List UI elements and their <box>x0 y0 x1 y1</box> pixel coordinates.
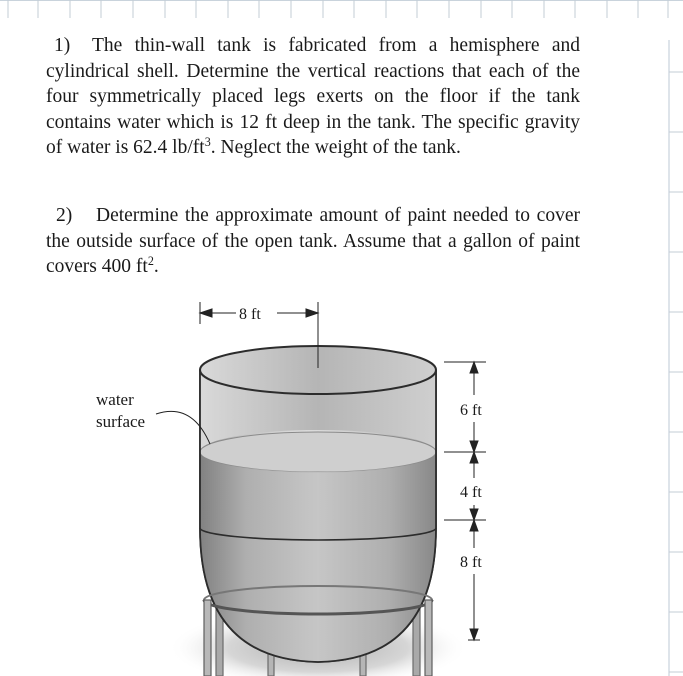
problem-2-text: Determine the approximate amount of paint needed to cover the outside surface of the open tank. Assume that a gallon of paint covers 400 ft <box>46 205 580 277</box>
dim-label-middle: 4 ft <box>460 484 482 501</box>
water-label-line1: water <box>96 390 134 409</box>
problem-2-number: 2) <box>56 205 73 226</box>
problem-1-text: The thin-wall tank is fabricated from a hemisphere and cylindrical shell. Determine the vertical reactions that each of the four symmetrically placed legs exerts on the floor if the tank contains water which is 12 ft deep in the tank. The specific gravity of water is 62.4 lb/ft <box>46 35 580 158</box>
problem-1-text-end: . Neglect the weight of the tank. <box>210 137 461 158</box>
problem-1-exponent: 3 <box>204 134 211 149</box>
problem-2-exponent: 2 <box>147 253 154 268</box>
water-label-line2: surface <box>96 412 146 431</box>
water-surface <box>200 432 436 472</box>
problem-1-number: 1) <box>54 35 71 56</box>
problem-2-text-end: . <box>153 256 159 277</box>
water-body <box>200 452 436 662</box>
dim-label-bottom: 8 ft <box>460 554 482 571</box>
dim-label-top: 6 ft <box>460 402 482 419</box>
width-label: 8 ft <box>239 306 261 323</box>
